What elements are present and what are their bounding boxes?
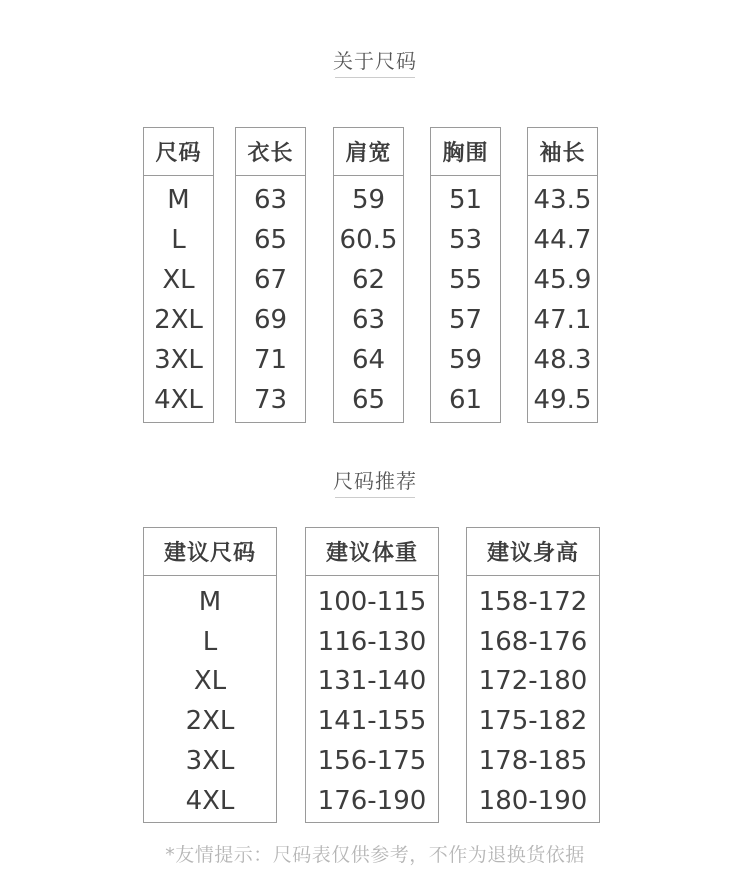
table-cell: 71 [253, 345, 288, 375]
table-cell: 43.5 [533, 185, 592, 215]
recommend-column-weight [305, 527, 439, 823]
column-header: 尺码 [144, 128, 213, 176]
column-header: 建议体重 [306, 528, 438, 576]
table-cell: 141-155 [317, 706, 427, 736]
table-cell: 176-190 [317, 786, 427, 816]
table-cell: 44.7 [533, 225, 592, 255]
column-header: 袖长 [528, 128, 597, 176]
column-header: 肩宽 [334, 128, 403, 176]
recommend-column-height [466, 527, 600, 823]
table-cell: 63 [253, 185, 288, 215]
table-cell: 69 [253, 305, 288, 335]
table-cell: M [198, 587, 222, 617]
table-cell: 131-140 [317, 666, 427, 696]
table-cell: 4XL [154, 385, 203, 415]
table-cell: 3XL [154, 345, 203, 375]
table-cell: 47.1 [533, 305, 592, 335]
recommend-column-size [143, 527, 277, 823]
table-cell: 61 [448, 385, 483, 415]
table-cell: XL [193, 666, 227, 696]
column-header: 衣长 [236, 128, 305, 176]
recommend-title-underline [335, 497, 415, 498]
table-cell: L [171, 225, 186, 255]
recommend-title: 尺码推荐 [333, 469, 417, 493]
size-chart-column-size [143, 127, 214, 423]
size-chart-column-shoulder [333, 127, 404, 423]
table-cell: L [202, 627, 218, 657]
size-chart-column-chest [430, 127, 501, 423]
table-cell: 180-190 [478, 786, 588, 816]
size-chart-title: 关于尺码 [333, 49, 417, 73]
table-cell: 116-130 [317, 627, 427, 657]
table-cell: 178-185 [478, 746, 588, 776]
table-cell: 62 [351, 265, 386, 295]
table-cell: 55 [448, 265, 483, 295]
table-cell: 2XL [185, 706, 235, 736]
table-cell: 67 [253, 265, 288, 295]
column-header: 胸围 [431, 128, 500, 176]
table-cell: 172-180 [478, 666, 588, 696]
table-cell: 158-172 [478, 587, 588, 617]
table-cell: 49.5 [533, 385, 592, 415]
table-cell: 168-176 [478, 627, 588, 657]
table-cell: 53 [448, 225, 483, 255]
column-header: 建议尺码 [144, 528, 276, 576]
table-cell: 65 [253, 225, 288, 255]
table-cell: 48.3 [533, 345, 592, 375]
table-cell: 65 [351, 385, 386, 415]
table-cell: 64 [351, 345, 386, 375]
size-chart-column-sleeve [527, 127, 598, 423]
table-cell: 156-175 [317, 746, 427, 776]
table-cell: 59 [351, 185, 386, 215]
table-cell: XL [162, 265, 195, 295]
table-cell: 59 [448, 345, 483, 375]
table-cell: 63 [351, 305, 386, 335]
table-cell: 57 [448, 305, 483, 335]
size-chart-title-underline [335, 77, 415, 78]
table-cell: 60.5 [339, 225, 398, 255]
table-cell: M [167, 185, 190, 215]
table-cell: 3XL [185, 746, 235, 776]
table-cell: 51 [448, 185, 483, 215]
size-chart-column-length [235, 127, 306, 423]
table-cell: 100-115 [317, 587, 427, 617]
table-cell: 175-182 [478, 706, 588, 736]
table-cell: 45.9 [533, 265, 592, 295]
table-cell: 73 [253, 385, 288, 415]
table-cell: 2XL [154, 305, 203, 335]
column-header: 建议身高 [467, 528, 599, 576]
table-cell: 4XL [185, 786, 235, 816]
footnote-disclaimer: *友情提示：尺码表仅供参考，不作为退换货依据 [165, 844, 585, 866]
